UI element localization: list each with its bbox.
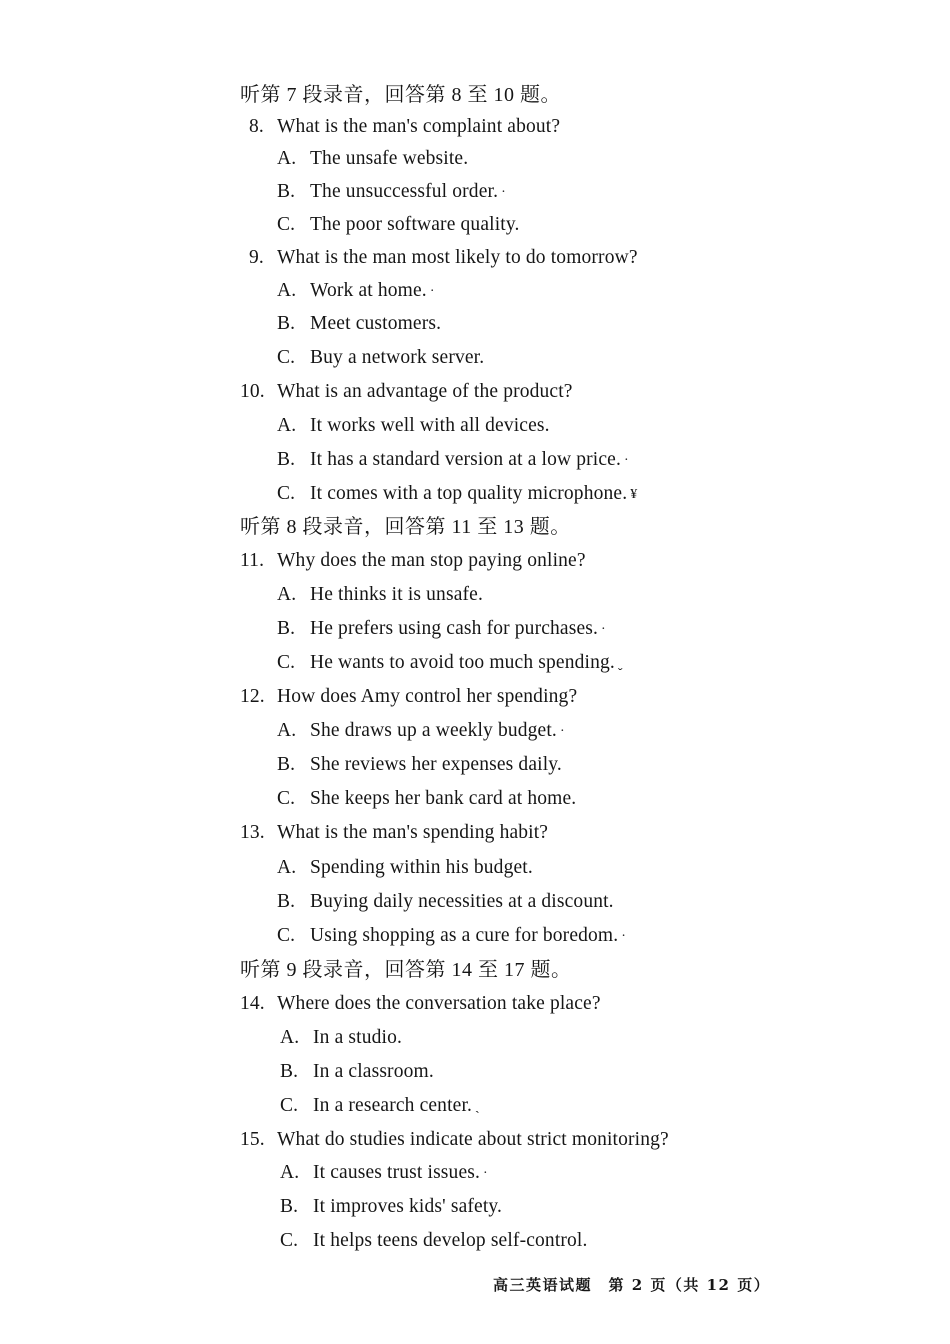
question-text: Where does the conversation take place? bbox=[277, 993, 601, 1014]
option-text: It works well with all devices. bbox=[310, 415, 550, 436]
question-line bbox=[240, 548, 586, 574]
handwritten-mark: · bbox=[501, 185, 506, 200]
question-text: How does Amy control her spending? bbox=[277, 686, 578, 707]
option-letter: A. bbox=[280, 1162, 300, 1183]
question-number: 14. bbox=[240, 993, 265, 1014]
option-text: Using shopping as a cure for boredom. bbox=[310, 925, 619, 946]
option-letter: A. bbox=[277, 584, 297, 605]
question-text: What is an advantage of the product? bbox=[277, 381, 573, 402]
handwritten-mark: · bbox=[624, 453, 629, 468]
option-text: She reviews her expenses daily. bbox=[310, 754, 562, 775]
option-text: Spending within his budget. bbox=[310, 857, 533, 878]
answer-option bbox=[277, 179, 506, 205]
option-text: She draws up a weekly budget. bbox=[310, 720, 557, 741]
answer-option bbox=[277, 786, 576, 812]
option-text: She keeps her bank card at home. bbox=[310, 788, 577, 809]
option-letter: A. bbox=[280, 1027, 300, 1048]
answer-option bbox=[280, 1194, 502, 1220]
option-text: In a studio. bbox=[313, 1027, 402, 1048]
answer-option bbox=[280, 1025, 402, 1051]
answer-option bbox=[280, 1093, 480, 1119]
answer-option bbox=[277, 278, 435, 304]
handwritten-mark: ¥ bbox=[630, 487, 638, 502]
option-letter: B. bbox=[277, 618, 296, 639]
option-letter: C. bbox=[277, 214, 296, 235]
answer-option bbox=[277, 447, 629, 473]
handwritten-mark: · bbox=[601, 622, 606, 637]
question-line bbox=[249, 114, 560, 140]
answer-option bbox=[277, 923, 626, 949]
option-text: The unsuccessful order. bbox=[310, 181, 499, 202]
handwritten-mark: ˎ bbox=[475, 1099, 480, 1114]
option-letter: B. bbox=[280, 1061, 299, 1082]
question-text: What is the man's spending habit? bbox=[277, 822, 549, 843]
option-letter: C. bbox=[280, 1230, 299, 1251]
question-line bbox=[240, 820, 548, 846]
option-text: In a classroom. bbox=[313, 1061, 434, 1082]
question-line bbox=[240, 1127, 669, 1153]
option-letter: B. bbox=[280, 1196, 299, 1217]
option-text: Work at home. bbox=[310, 280, 427, 301]
answer-option bbox=[277, 413, 550, 439]
question-number: 10. bbox=[240, 381, 265, 402]
answer-option bbox=[277, 481, 637, 507]
question-text: What is the man's complaint about? bbox=[277, 116, 561, 137]
answer-option bbox=[277, 889, 614, 915]
answer-option bbox=[280, 1228, 588, 1254]
option-letter: A. bbox=[277, 148, 297, 169]
option-letter: B. bbox=[277, 181, 296, 202]
question-text: What is the man most likely to do tomorrow? bbox=[277, 247, 638, 268]
option-letter: A. bbox=[277, 720, 297, 741]
question-text: Why does the man stop paying online? bbox=[277, 550, 586, 571]
question-text: What do studies indicate about strict monitoring? bbox=[277, 1129, 669, 1150]
question-line bbox=[240, 684, 577, 710]
page-footer: 高三英语试题 第 2 页（共 12 页） bbox=[493, 1276, 771, 1294]
question-line bbox=[249, 245, 638, 271]
handwritten-mark: ˬ bbox=[617, 656, 623, 671]
handwritten-mark: · bbox=[559, 724, 565, 739]
option-letter: C. bbox=[277, 347, 296, 368]
option-letter: A. bbox=[277, 280, 297, 301]
answer-option bbox=[280, 1059, 434, 1085]
option-text: It comes with a top quality microphone. bbox=[310, 483, 628, 504]
answer-option bbox=[277, 855, 533, 881]
option-text: The unsafe website. bbox=[310, 148, 469, 169]
option-text: It helps teens develop self-control. bbox=[313, 1230, 588, 1251]
option-text: Meet customers. bbox=[310, 313, 442, 334]
option-letter: C. bbox=[277, 925, 296, 946]
question-number: 9. bbox=[249, 247, 264, 268]
question-number: 8. bbox=[249, 116, 264, 137]
answer-option bbox=[277, 146, 468, 172]
section-heading: 听第 7 段录音，回答第 8 至 10 题。 bbox=[240, 84, 561, 106]
option-letter: B. bbox=[277, 313, 296, 334]
answer-option bbox=[277, 345, 484, 371]
answer-option bbox=[277, 582, 483, 608]
option-letter: A. bbox=[277, 857, 297, 878]
option-text: It improves kids' safety. bbox=[313, 1196, 503, 1217]
option-text: He wants to avoid too much spending. bbox=[310, 652, 615, 673]
question-number: 11. bbox=[240, 550, 265, 571]
option-letter: B. bbox=[277, 754, 296, 775]
option-text: Buying daily necessities at a discount. bbox=[310, 891, 614, 912]
handwritten-mark: · bbox=[483, 1166, 488, 1181]
answer-option bbox=[277, 752, 562, 778]
option-letter: A. bbox=[277, 415, 297, 436]
question-line bbox=[240, 991, 601, 1017]
question-number: 12. bbox=[240, 686, 265, 707]
option-letter: C. bbox=[277, 652, 296, 673]
handwritten-mark: · bbox=[621, 929, 627, 944]
option-text: In a research center. bbox=[313, 1095, 473, 1116]
option-text: He prefers using cash for purchases. bbox=[310, 618, 599, 639]
handwritten-mark: · bbox=[429, 284, 435, 299]
section-heading: 听第 8 段录音，回答第 11 至 13 题。 bbox=[240, 516, 571, 538]
answer-option bbox=[277, 718, 565, 744]
answer-option bbox=[277, 311, 441, 337]
answer-option bbox=[280, 1160, 488, 1186]
section-heading: 听第 9 段录音，回答第 14 至 17 题。 bbox=[240, 959, 572, 981]
option-text: It has a standard version at a low price. bbox=[310, 449, 621, 470]
question-line bbox=[240, 379, 573, 405]
option-letter: C. bbox=[280, 1095, 299, 1116]
option-letter: C. bbox=[277, 483, 296, 504]
option-text: The poor software quality. bbox=[310, 214, 520, 235]
answer-option bbox=[277, 212, 520, 238]
option-text: He thinks it is unsafe. bbox=[310, 584, 483, 605]
option-letter: B. bbox=[277, 449, 296, 470]
answer-option bbox=[277, 616, 606, 642]
answer-option bbox=[277, 650, 623, 676]
option-letter: C. bbox=[277, 788, 296, 809]
question-number: 15. bbox=[240, 1129, 265, 1150]
question-number: 13. bbox=[240, 822, 265, 843]
option-letter: B. bbox=[277, 891, 296, 912]
option-text: It causes trust issues. bbox=[313, 1162, 481, 1183]
option-text: Buy a network server. bbox=[310, 347, 485, 368]
